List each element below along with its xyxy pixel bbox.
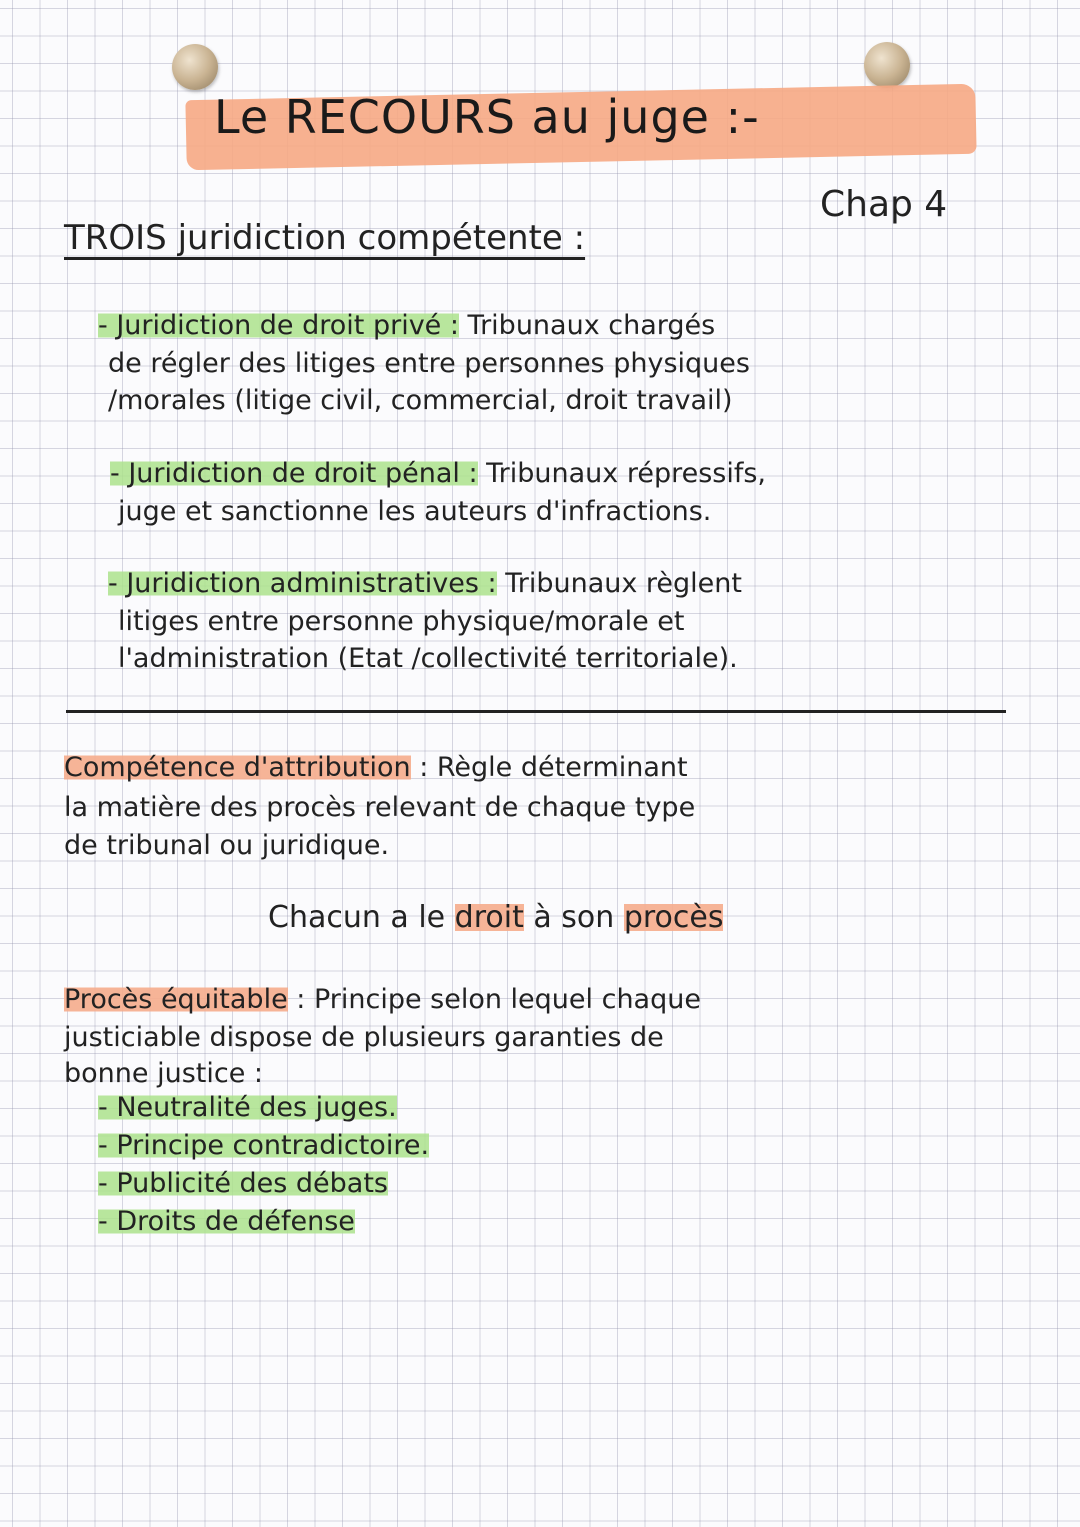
- right-to-trial-line: [268, 900, 723, 935]
- guarantee-item-text: - Neutralité des juges.: [98, 1092, 397, 1123]
- admin-term: - Juridiction administratives :: [108, 568, 497, 599]
- equitable-term: Procès équitable: [64, 984, 288, 1015]
- guarantee-item-text: - Droits de défense: [98, 1206, 355, 1237]
- competence-term: Compétence d'attribution: [64, 752, 411, 783]
- prive-definition-start: Tribunaux chargés: [458, 310, 716, 341]
- guarantee-item: [98, 1130, 429, 1161]
- guarantee-item: [98, 1092, 397, 1123]
- guarantee-item: [98, 1168, 388, 1199]
- equitable-line-1: [64, 984, 701, 1015]
- admin-definition-start: Tribunaux règlent: [496, 568, 742, 599]
- prive-line-1: [98, 310, 715, 341]
- prive-line-3: /morales (litige civil, commercial, droit travail): [108, 385, 733, 416]
- thumbtack-left-icon: [172, 44, 218, 90]
- guarantee-item: [98, 1206, 355, 1237]
- prive-term: - Juridiction de droit privé :: [98, 310, 459, 341]
- admin-line-2: litiges entre personne physique/morale et: [118, 606, 685, 637]
- guarantee-item-text: - Publicité des débats: [98, 1168, 388, 1199]
- admin-line-1: [108, 568, 742, 599]
- thumbtack-right-icon: [864, 42, 910, 88]
- penal-term: - Juridiction de droit pénal :: [110, 458, 478, 489]
- right-to-trial-part1: Chacun a le: [268, 900, 455, 935]
- competence-definition-start: : Règle déterminant: [410, 752, 688, 783]
- guarantee-item-text: - Principe contradictoire.: [98, 1130, 430, 1161]
- trial-word: procès: [623, 900, 724, 935]
- competence-line-1: [64, 752, 688, 783]
- penal-line-2: juge et sanctionne les auteurs d'infractions.: [118, 496, 712, 527]
- right-to-trial-part2: à son: [523, 900, 624, 935]
- chapter-label: Chap 4: [820, 184, 948, 225]
- section-divider: [66, 710, 1006, 713]
- equitable-line-2: justiciable dispose de plusieurs garanties de: [64, 1022, 664, 1053]
- admin-line-3: l'administration (Etat /collectivité territoriale).: [118, 643, 738, 674]
- prive-line-2: de régler des litiges entre personnes physiques: [108, 348, 750, 379]
- penal-definition-start: Tribunaux répressifs,: [477, 458, 767, 489]
- section-heading: TROIS juridiction compétente :: [64, 218, 586, 258]
- right-word: droit: [454, 900, 524, 935]
- competence-line-2: la matière des procès relevant de chaque type: [64, 792, 696, 823]
- penal-line-1: [110, 458, 766, 489]
- competence-line-3: de tribunal ou juridique.: [64, 830, 390, 861]
- equitable-line-3: bonne justice :: [64, 1058, 263, 1089]
- page-title: Le RECOURS au juge :-: [214, 90, 760, 144]
- equitable-definition-start: : Principe selon lequel chaque: [287, 984, 701, 1015]
